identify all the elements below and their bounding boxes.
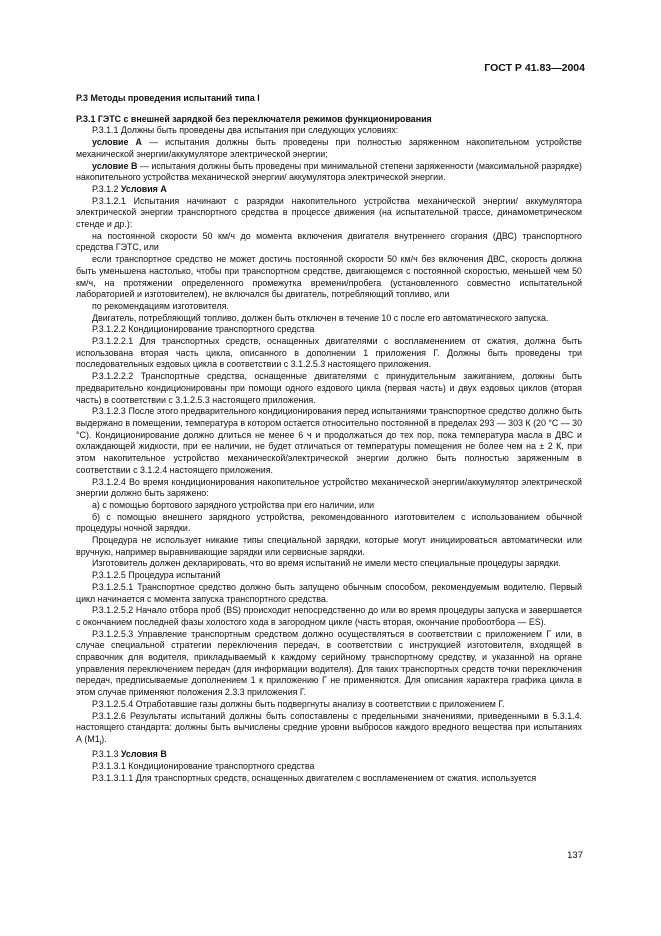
paragraph-text: Р.3.1.2.5.1 Транспортное средство должно быть запущено обычным способом, рекомендуемым водителю. Первый цикл начинается с момента запуска транспортного средства. [76,581,582,604]
paragraph [76,161,582,184]
paragraph [76,699,582,711]
conditions-heading: Условия А [120,183,167,194]
paragraph [76,773,582,785]
paragraph-text: Р.3 Методы проведения испытаний типа I [76,93,260,103]
document-body [76,93,582,785]
paragraph [76,371,582,406]
condition-label: условие В [92,160,138,171]
paragraph [76,761,582,773]
paragraph-text: на постоянной скорости 50 км/ч до момента включения двигателя внутреннего сгорания (ДВС) транспортного средства ГЭТС, или [76,230,582,253]
paragraph-text: Р.3.1.2 [92,183,121,194]
paragraph [76,570,582,582]
paragraph [76,512,582,535]
paragraph-text: Изготовитель должен декларировать, что во время испытаний не имели место специальные процедуры зарядки. [92,558,561,569]
document-header: ГОСТ Р 41.83—2004 [484,62,585,74]
subsection-heading [76,114,582,126]
paragraph-text: Р.3.1.2.1 Испытания начинают с разрядки накопительного устройства механической энергии/ аккумулятора электрической энергии транспортного средства в процессе движения (на испытательной трассе, динамометрическом стенде и др.): [76,195,582,230]
subscript: i [99,739,102,747]
paragraph-text: по рекомендациям изготовителя. [92,300,229,311]
paragraph [76,137,582,160]
paragraph [76,749,582,761]
paragraph [76,301,582,313]
paragraph [76,535,582,558]
paragraph-text: Р.3.1.2.2 Кондиционирование транспортного средства [92,324,315,335]
paragraph-text: если транспортное средство не может достичь постоянной скорости 50 км/ч без включения ДВС, скорость должна быть уменьшена настолько, чтобы при транспортном средстве, двигающемся с постоянной скоростью, меньшей чем 50 км/ч, на протяжении определенного промежутка времени/пробега (установленного совместно испытательной лабораторией и изготовителем), не включался бы двигатель, потребляющий топливо, или [76,254,582,300]
section-heading [76,93,582,105]
paragraph-tail: ). [101,733,107,744]
page-number: 137 [567,850,583,861]
paragraph-text: Р.3.1.3.1.1 Для транспортных средств, оснащенных двигателем с воспламенением от сжатия. используется [92,772,537,783]
paragraph-text: Р.3.1.3.1 Кондиционирование транспортного средства [92,761,315,772]
paragraph [76,629,582,699]
paragraph-text: Р.3.1.2.6 Результаты испытаний должны быть сопоставлены с предельными значениями, приведенными в 5.3.1.4. настоящего стандарта: должны быть вычислены средние уровни выбросов каждого вредного вещества при испытаниях А (M1 [76,710,582,744]
paragraph [76,125,582,137]
conditions-heading: Условия В [120,749,167,760]
paragraph [76,477,582,500]
paragraph [76,500,582,512]
paragraph [76,582,582,605]
paragraph [76,313,582,325]
paragraph-text: Р.3.1.1 Должны быть проведены два испытания при следующих условиях: [92,125,399,136]
paragraph [76,558,582,570]
paragraph [76,605,582,628]
paragraph [76,231,582,254]
paragraph-text: б) с помощью внешнего зарядного устройства, рекомендованного изготовителем с использованием обычной процедуры ночной зарядки. [76,511,582,534]
paragraph-text: Р.3.1.2.3 После этого предварительного кондиционирования перед испытаниями транспортное средство должно быть выдержано в помещении, температура в котором остается относительно постоянной в пределах 293 — 303 К (20 °С — 30 °С). Кондиционирование должно длиться не менее 6 ч и продолжаться до тех пор, пока температура масла в ДВС и охлаждающей жидкости, при ее наличии, не будет отличаться от температуры помещения не более чем на ± 2 К, при этом накопительное устройство механической/электрической энергии должно быть полностью заряженным в соответствии с 3.1.2.4 настоящего приложения. [76,406,583,475]
paragraph [76,406,582,476]
paragraph-text: Р.3.1.2.5.3 Управление транспортным средством должно осуществляться в соответствии с приложением Г или, в случае специальной стратегии переключения передач, в соответствии с инструкцией изготовителя, входящей в справочник для водителя, прикладываемый к каждому серийному транспортному средству, и указанной на органе управления переключением передач (для информации водителя). Для таких транспортных средств точки переключения передач, предписываемые дополнением 1 к приложению Г не применяются. Для описания характера графика цикла в этом случае применяют положения 2.3.3 приложения Г. [76,628,582,698]
paragraph-text: а) с помощью бортового зарядного устройства при его наличии, или [92,499,375,510]
paragraph [76,254,582,301]
condition-label: условие А [92,137,142,148]
paragraph-text: — испытания должны быть проведены при полностью заряженном накопительном устройстве механической энергии/аккумуляторе электрической энергии; [76,137,582,159]
paragraph-text: Двигатель, потребляющий топливо, должен быть отключен в течение 10 с после его автоматического запуска. [92,312,549,323]
paragraph-text: Р.3.1.2.4 Во время кондиционирования накопительное устройство механической энергии/аккумулятор электрической энергии должно быть заряжено: [76,476,582,499]
paragraph [76,336,582,371]
paragraph-text: Р.3.1 ГЭТС с внешней зарядкой без переключателя режимов функционирования [76,113,432,124]
paragraph-text: Р.3.1.2.2.2 Транспортные средства, оснащенные двигателями с принудительным зажиганием, должны быть предварительно кондиционированы при помощи одного ездового цикла (первая часть) и двух ездовых циклов (вторая часть) в соответствии с 3.1.2.5.3 настоящего приложения. [76,371,582,405]
paragraph [76,711,582,750]
paragraph [76,196,582,231]
paragraph-text: Р.3.1.2.5.2 Начало отбора проб (BS) происходит непосредственно до или во время процедуры запуска и завершается с окончанием последней фазы холостого хода в загородном цикле (часть вторая, окончание пробоотбора — ES). [76,605,582,627]
paragraph-text: Р.3.1.2.5.4 Отработавшие газы должны быть подвергнуты анализу в соответствии с приложением Г. [92,698,505,709]
paragraph-text: — испытания должны быть проведены при минимальной степени заряженности (максимальной разрядке) накопительного устройства механической энергии/ аккумулятора электрической энергии. [76,160,582,183]
paragraph [76,184,582,196]
paragraph [76,324,582,336]
paragraph-text: Р.3.1.2.2.1 Для транспортных средств, оснащенных двигателями с воспламенением от сжатия, должна быть использована вторая часть цикла, описанного в дополнении 1 приложения Г. Должны быть проведены три последовательных ездовых цикла в соответствии с 3.1.2.5.3 настоящего приложения. [76,336,582,370]
paragraph-text: Р.3.1.3 [92,749,121,760]
paragraph-text: Р.3.1.2.5 Процедура испытаний [92,570,221,581]
paragraph-text: Процедура не использует никакие типы специальной зарядки, которые могут инициироваться автоматически или вручную, например выравнивающие зарядки или сервисные зарядки. [76,535,582,557]
